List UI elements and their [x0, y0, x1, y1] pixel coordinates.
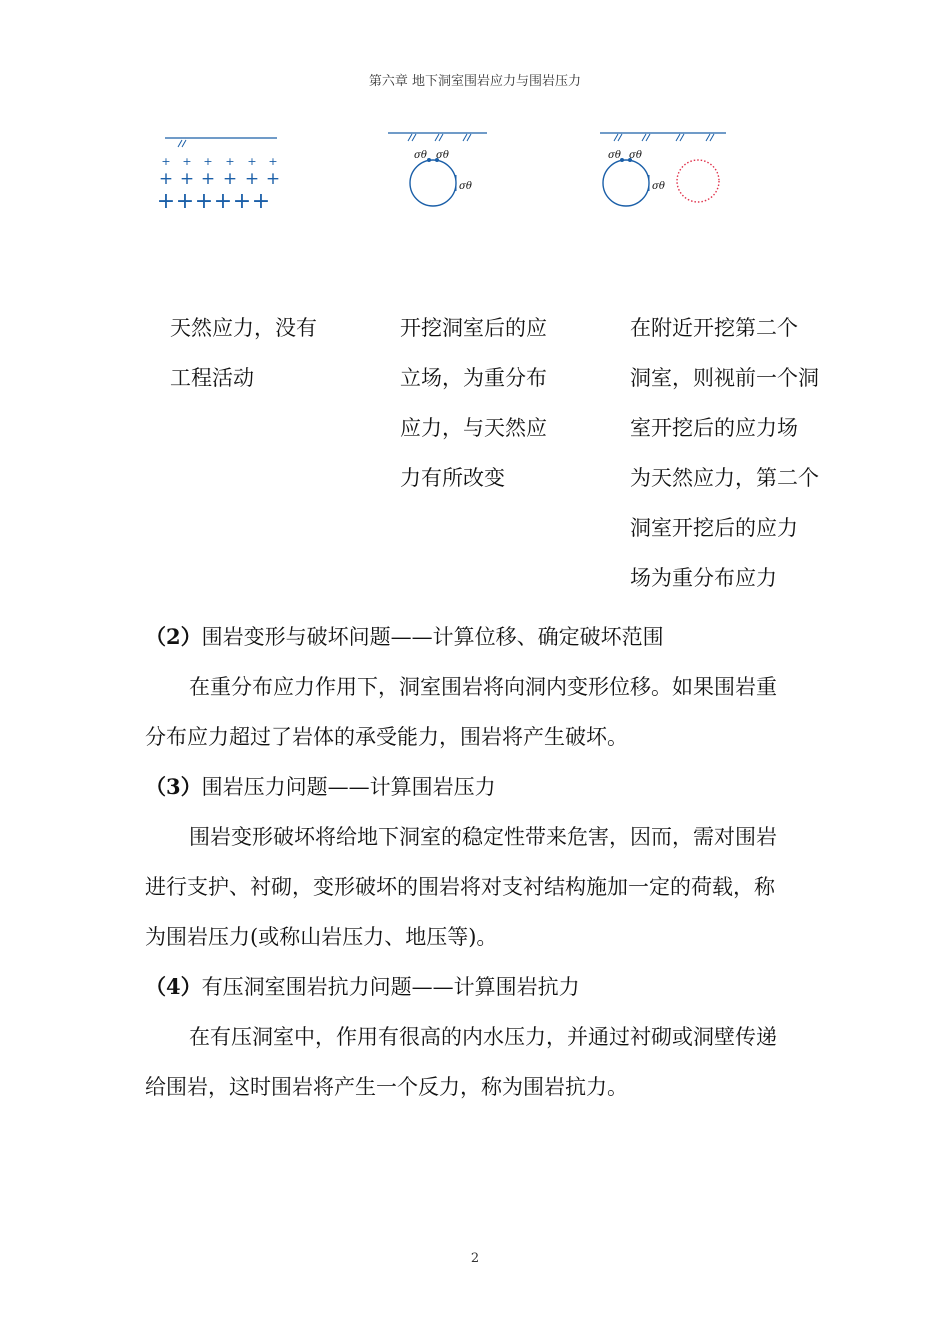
paragraph-line: 在重分布应力作用下，洞室围岩将向洞内变形位移。如果围岩重 [189, 675, 777, 699]
paragraph-line: 分布应力超过了岩体的承受能力，围岩将产生破坏。 [145, 725, 628, 749]
svg-text:σθ: σθ [652, 181, 665, 192]
section-number: （2） [145, 624, 202, 649]
svg-text:+: + [232, 189, 252, 214]
section-title: 围岩压力问题——计算围岩压力 [201, 775, 496, 799]
paragraph-line: 给围岩，这时围岩将产生一个反力，称为围岩抗力。 [145, 1075, 628, 1099]
figure-second-cavern [598, 125, 733, 215]
svg-text:+: + [265, 169, 281, 189]
svg-text:+: + [225, 155, 235, 168]
svg-text:σθ: σθ [629, 150, 642, 161]
svg-text:+: + [213, 189, 233, 214]
svg-text:+: + [247, 155, 257, 168]
section-number: （4） [145, 974, 202, 999]
paragraph-line: 在有压洞室中，作用有很高的内水压力，并通过衬砌或洞壁传递 [189, 1025, 777, 1049]
svg-text:+: + [251, 189, 271, 214]
section-number: （3） [145, 774, 202, 799]
svg-text:+: + [268, 155, 278, 168]
svg-text:+: + [175, 189, 195, 214]
svg-text:σθ: σθ [608, 150, 621, 161]
svg-text:+: + [222, 169, 238, 189]
paragraph-line: 围岩变形破坏将给地下洞室的稳定性带来危害，因而，需对围岩 [189, 825, 777, 849]
section-title: 围岩变形与破坏问题——计算位移、确定破坏范围 [201, 625, 664, 649]
caption-natural-stress: 天然应力，没有 工程活动 [170, 316, 317, 390]
svg-text:+: + [203, 155, 213, 168]
svg-text:σθ: σθ [459, 181, 472, 192]
svg-text:+: + [156, 189, 176, 214]
one-cavern-diagram [385, 125, 495, 215]
svg-text:+: + [179, 169, 195, 189]
svg-text:σθ: σθ [436, 150, 449, 161]
natural-stress-diagram [156, 125, 285, 215]
figure-row [0, 125, 950, 225]
page-number: 2 [470, 1251, 480, 1266]
svg-text:+: + [182, 155, 192, 168]
svg-text:σθ: σθ [414, 150, 427, 161]
page-header: 第六章 地下洞室围岩应力与围岩压力 [368, 74, 582, 89]
figure-natural-stress [156, 125, 285, 215]
svg-text:+: + [244, 169, 260, 189]
section-title: 有压洞室围岩抗力问题——计算围岩抗力 [201, 975, 580, 999]
caption-redistributed-stress: 开挖洞室后的应 立场，为重分布 应力，与天然应 力有所改变 [400, 316, 547, 490]
section-heading-4 [145, 962, 825, 1012]
svg-text:+: + [158, 169, 174, 189]
paragraph-line: 为围岩压力(或称山岩压力、地压等)。 [145, 925, 498, 949]
paragraph-line: 进行支护、衬砌，变形破坏的围岩将对支衬结构施加一定的荷载，称 [145, 875, 775, 899]
figure-one-cavern [385, 125, 495, 215]
body-text [145, 612, 825, 1112]
second-cavern-diagram [598, 125, 733, 215]
svg-text:+: + [194, 189, 214, 214]
section-heading-3 [145, 762, 825, 812]
svg-text:+: + [161, 155, 171, 168]
caption-second-cavern: 在附近开挖第二个 洞室，则视前一个洞 室开挖后的应力场 为天然应力，第二个 洞室开挖后的应力 场为重分布应力 [630, 316, 819, 590]
svg-text:+: + [200, 169, 216, 189]
section-heading-2 [145, 612, 825, 662]
